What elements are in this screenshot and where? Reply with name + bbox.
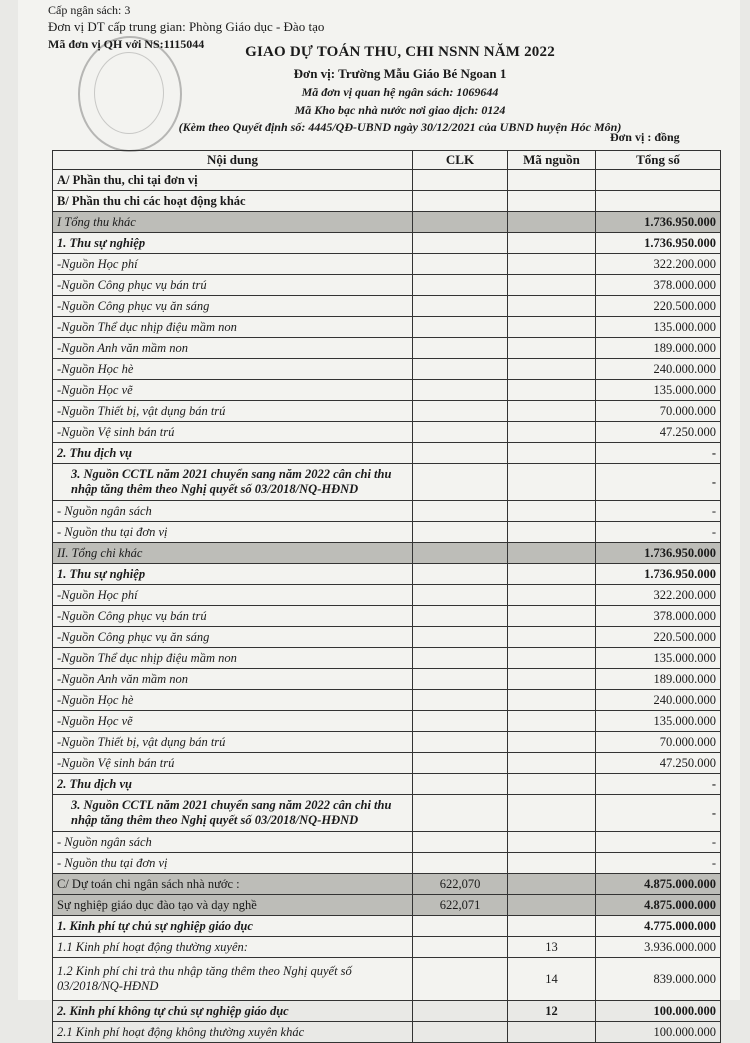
row-source-code [508, 669, 596, 690]
row-total: - [596, 464, 721, 501]
row-clk [413, 1022, 508, 1043]
row-source-code [508, 401, 596, 422]
row-source-code [508, 543, 596, 564]
row-source-code [508, 233, 596, 254]
table-row [53, 380, 721, 401]
row-label: 2. Thu dịch vụ [53, 443, 413, 464]
row-source-code [508, 254, 596, 275]
table-row [53, 690, 721, 711]
row-label: - Nguồn thu tại đơn vị [53, 853, 413, 874]
row-clk [413, 359, 508, 380]
row-total: 189.000.000 [596, 338, 721, 359]
row-source-code [508, 753, 596, 774]
row-label: -Nguồn Công phục vụ ăn sáng [53, 627, 413, 648]
row-clk [413, 690, 508, 711]
row-label: B/ Phần thu chi các hoạt động khác [53, 191, 413, 212]
row-source-code [508, 732, 596, 753]
table-row [53, 464, 721, 501]
row-source-code: 13 [508, 937, 596, 958]
row-total: 47.250.000 [596, 422, 721, 443]
row-source-code [508, 317, 596, 338]
row-clk [413, 522, 508, 543]
row-total: 135.000.000 [596, 648, 721, 669]
row-label: -Nguồn Học vẽ [53, 380, 413, 401]
row-source-code [508, 895, 596, 916]
row-source-code [508, 191, 596, 212]
row-label: 2.1 Kinh phí hoạt động không thường xuyên khác [53, 1022, 413, 1043]
row-total: 135.000.000 [596, 380, 721, 401]
row-total: 189.000.000 [596, 669, 721, 690]
table-row [53, 317, 721, 338]
row-label: C/ Dự toán chi ngân sách nhà nước : [53, 874, 413, 895]
row-label: - Nguồn thu tại đơn vị [53, 522, 413, 543]
row-clk [413, 296, 508, 317]
table-row [53, 753, 721, 774]
row-clk [413, 648, 508, 669]
row-label: -Nguồn Vệ sinh bán trú [53, 422, 413, 443]
row-label: 1.2 Kinh phí chi trả thu nhập tăng thêm theo Nghị quyết số 03/2018/NQ-HĐND [53, 958, 413, 1001]
row-clk [413, 795, 508, 832]
row-label: -Nguồn Anh văn mầm non [53, 338, 413, 359]
row-clk [413, 233, 508, 254]
row-label: - Nguồn ngân sách [53, 832, 413, 853]
row-source-code [508, 522, 596, 543]
row-clk [413, 937, 508, 958]
row-total: 4.875.000.000 [596, 874, 721, 895]
row-label: 3. Nguồn CCTL năm 2021 chuyển sang năm 2022 cân chi thu nhập tăng thêm theo Nghị quyết số 03/2018/NQ-HĐND [53, 795, 413, 832]
row-label: II. Tổng chi khác [53, 543, 413, 564]
row-clk [413, 212, 508, 233]
row-label: Sự nghiệp giáo dục đào tạo và dạy nghề [53, 895, 413, 916]
row-total: 135.000.000 [596, 317, 721, 338]
table-row [53, 338, 721, 359]
table-row [53, 1001, 721, 1022]
row-source-code [508, 422, 596, 443]
row-source-code [508, 916, 596, 937]
header-source-code: Mã nguồn [508, 151, 596, 170]
row-total: 70.000.000 [596, 732, 721, 753]
row-source-code [508, 648, 596, 669]
row-clk [413, 464, 508, 501]
table-row [53, 401, 721, 422]
row-label: -Nguồn Anh văn mầm non [53, 669, 413, 690]
table-row [53, 522, 721, 543]
row-source-code [508, 212, 596, 233]
row-total: 378.000.000 [596, 606, 721, 627]
row-total: 1.736.950.000 [596, 543, 721, 564]
row-source-code [508, 275, 596, 296]
row-clk [413, 669, 508, 690]
row-label: -Nguồn Học vẽ [53, 711, 413, 732]
row-clk [413, 254, 508, 275]
table-header-row [53, 151, 721, 170]
row-source-code [508, 874, 596, 895]
row-total: 240.000.000 [596, 359, 721, 380]
row-source-code [508, 359, 596, 380]
table-row [53, 853, 721, 874]
row-source-code [508, 606, 596, 627]
row-total: - [596, 443, 721, 464]
table-row [53, 732, 721, 753]
row-source-code [508, 296, 596, 317]
row-label: A/ Phần thu, chi tại đơn vị [53, 170, 413, 191]
row-clk [413, 443, 508, 464]
row-clk [413, 338, 508, 359]
row-label: 2. Kinh phí không tự chủ sự nghiệp giáo dục [53, 1001, 413, 1022]
table-row [53, 627, 721, 648]
row-total: 47.250.000 [596, 753, 721, 774]
row-total: 1.736.950.000 [596, 212, 721, 233]
row-total: - [596, 853, 721, 874]
row-clk [413, 191, 508, 212]
table-row [53, 585, 721, 606]
table-row [53, 275, 721, 296]
row-clk [413, 711, 508, 732]
row-source-code [508, 795, 596, 832]
table-row [53, 895, 721, 916]
row-label: -Nguồn Thể dục nhịp điệu mầm non [53, 648, 413, 669]
row-clk [413, 627, 508, 648]
row-total: 1.736.950.000 [596, 564, 721, 585]
budget-table [52, 150, 721, 1043]
row-source-code [508, 585, 596, 606]
table-row [53, 1022, 721, 1043]
row-source-code [508, 627, 596, 648]
row-total: 1.736.950.000 [596, 233, 721, 254]
row-total [596, 170, 721, 191]
table-row [53, 233, 721, 254]
row-clk [413, 916, 508, 937]
document-title: GIAO DỰ TOÁN THU, CHI NSNN NĂM 2022 [245, 44, 555, 60]
table-row [53, 543, 721, 564]
row-label: -Nguồn Học hè [53, 359, 413, 380]
row-clk [413, 1001, 508, 1022]
row-label: -Nguồn Học phí [53, 585, 413, 606]
row-source-code [508, 464, 596, 501]
row-total: 70.000.000 [596, 401, 721, 422]
row-label: - Nguồn ngân sách [53, 501, 413, 522]
row-source-code [508, 774, 596, 795]
row-label: 3. Nguồn CCTL năm 2021 chuyển sang năm 2022 cân chi thu nhập tăng thêm theo Nghị quyết số 03/2018/NQ-HĐND [53, 464, 413, 501]
row-label: 1.1 Kinh phí hoạt động thường xuyên: [53, 937, 413, 958]
row-clk [413, 401, 508, 422]
table-row [53, 795, 721, 832]
table-row [53, 212, 721, 233]
row-clk [413, 275, 508, 296]
header-total: Tổng số [596, 151, 721, 170]
row-total: 220.500.000 [596, 296, 721, 317]
row-total: 839.000.000 [596, 958, 721, 1001]
row-clk [413, 585, 508, 606]
table-row [53, 958, 721, 1001]
table-row [53, 359, 721, 380]
row-clk [413, 564, 508, 585]
table-row [53, 191, 721, 212]
row-total: 100.000.000 [596, 1022, 721, 1043]
header-clk: CLK [413, 151, 508, 170]
table-row [53, 606, 721, 627]
currency-unit: Đơn vị : đồng [610, 130, 680, 144]
row-source-code [508, 564, 596, 585]
row-label: 1. Thu sự nghiệp [53, 233, 413, 254]
row-clk [413, 853, 508, 874]
row-source-code [508, 1022, 596, 1043]
row-clk: 622,070 [413, 874, 508, 895]
row-source-code: 14 [508, 958, 596, 1001]
row-label: -Nguồn Công phục vụ ăn sáng [53, 296, 413, 317]
table-row [53, 774, 721, 795]
row-clk [413, 606, 508, 627]
row-total: - [596, 795, 721, 832]
row-total: 100.000.000 [596, 1001, 721, 1022]
row-total: 322.200.000 [596, 585, 721, 606]
row-label: 2. Thu dịch vụ [53, 774, 413, 795]
table-row [53, 296, 721, 317]
row-clk [413, 774, 508, 795]
table-row [53, 170, 721, 191]
table-row [53, 937, 721, 958]
unit-name: Đơn vị: Trường Mẫu Giáo Bé Ngoan 1 [293, 66, 507, 81]
row-total: 4.775.000.000 [596, 916, 721, 937]
row-clk [413, 732, 508, 753]
treasury-code: Mã Kho bạc nhà nước nơi giao dịch: 0124 [294, 103, 506, 117]
row-clk [413, 380, 508, 401]
table-row [53, 501, 721, 522]
decision-reference: (Kèm theo Quyết định số: 4445/QĐ-UBND ngày 30/12/2021 của UBND huyện Hóc Môn) [178, 120, 622, 134]
table-row [53, 916, 721, 937]
row-label: 1. Kinh phí tự chủ sự nghiệp giáo dục [53, 916, 413, 937]
row-source-code [508, 443, 596, 464]
row-source-code [508, 380, 596, 401]
row-clk [413, 958, 508, 1001]
row-label: -Nguồn Vệ sinh bán trú [53, 753, 413, 774]
row-source-code [508, 711, 596, 732]
row-label: -Nguồn Thiết bị, vật dụng bán trú [53, 401, 413, 422]
intermediate-unit: Đơn vị DT cấp trung gian: Phòng Giáo dục - Đào tạo [48, 19, 325, 34]
header-content: Nội dung [53, 151, 413, 170]
row-label: -Nguồn Công phục vụ bán trú [53, 275, 413, 296]
unit-code: Mã đơn vị QH với NS:1115044 [48, 37, 205, 51]
row-source-code [508, 501, 596, 522]
row-total: 378.000.000 [596, 275, 721, 296]
row-label: -Nguồn Thiết bị, vật dụng bán trú [53, 732, 413, 753]
table-row [53, 669, 721, 690]
row-total: - [596, 501, 721, 522]
row-source-code: 12 [508, 1001, 596, 1022]
row-clk [413, 543, 508, 564]
row-clk: 622,071 [413, 895, 508, 916]
table-row [53, 874, 721, 895]
row-clk [413, 501, 508, 522]
row-source-code [508, 338, 596, 359]
row-label: -Nguồn Thể dục nhịp điệu mầm non [53, 317, 413, 338]
table-row [53, 711, 721, 732]
row-label: -Nguồn Học hè [53, 690, 413, 711]
budget-level: Cấp ngân sách: 3 [48, 3, 131, 17]
row-total: 240.000.000 [596, 690, 721, 711]
row-total: - [596, 522, 721, 543]
row-total [596, 191, 721, 212]
row-total: 322.200.000 [596, 254, 721, 275]
row-clk [413, 317, 508, 338]
row-label: -Nguồn Công phục vụ bán trú [53, 606, 413, 627]
row-clk [413, 170, 508, 191]
table-row [53, 564, 721, 585]
row-total: 4.875.000.000 [596, 895, 721, 916]
row-clk [413, 832, 508, 853]
row-source-code [508, 690, 596, 711]
row-label: I Tổng thu khác [53, 212, 413, 233]
table-row [53, 832, 721, 853]
row-label: -Nguồn Học phí [53, 254, 413, 275]
row-total: 220.500.000 [596, 627, 721, 648]
budget-relation-code: Mã đơn vị quan hệ ngân sách: 1069644 [301, 85, 499, 99]
row-clk [413, 422, 508, 443]
row-source-code [508, 853, 596, 874]
row-clk [413, 753, 508, 774]
row-label: 1. Thu sự nghiệp [53, 564, 413, 585]
row-source-code [508, 832, 596, 853]
table-row [53, 422, 721, 443]
row-total: 135.000.000 [596, 711, 721, 732]
row-total: - [596, 832, 721, 853]
table-row [53, 648, 721, 669]
table-row [53, 443, 721, 464]
table-row [53, 254, 721, 275]
row-total: - [596, 774, 721, 795]
row-source-code [508, 170, 596, 191]
row-total: 3.936.000.000 [596, 937, 721, 958]
